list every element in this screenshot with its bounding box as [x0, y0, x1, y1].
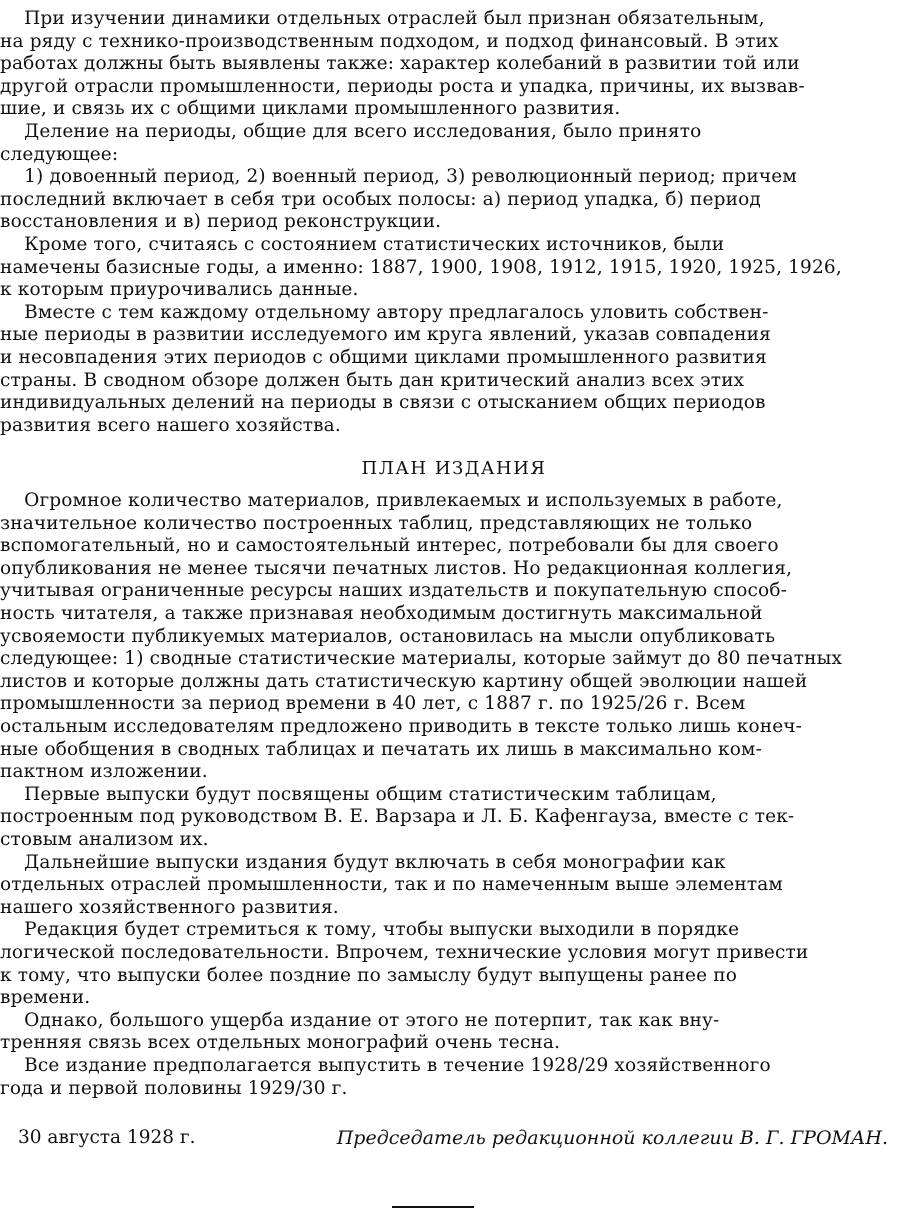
text-line: ность читателя, а также признавая необходимым достигнуть максимальной: [0, 603, 763, 624]
text-line: и несовпадения этих периодов с общими циклами промышленного развития: [0, 347, 767, 368]
text-line: индивидуальных делений на периоды в связи с отысканием общих периодов: [0, 392, 766, 414]
text-line: Первые выпуски будут посвящены общим статистическим таблицам,: [0, 783, 717, 805]
text-line: учитывая ограниченные ресурсы наших издательств и покупательную способ-: [0, 580, 788, 602]
text-line: Дальнейшие выпуски издания будут включать в себя монографии как: [0, 851, 726, 873]
text-line: следующее: 1) сводные статистические материалы, которые займут до 80 печатных: [0, 648, 843, 670]
text-line: При изучении динамики отдельных отраслей был признан обязательным,: [0, 8, 765, 29]
text-line: листов и которые должны дать статистическую картину общей эволюции нашей: [0, 670, 808, 692]
text-line: к тому, что выпуски более поздние по замыслу будут выпущены ранее по: [0, 964, 738, 986]
text-line: отдельных отраслей промышленности, так и по намеченным выше элементам: [0, 874, 783, 896]
text-line: работах должны быть выявлены также: характер колебаний в развитии той или: [0, 53, 800, 75]
text-line: восстановления и в) период реконструкции.: [0, 211, 442, 233]
text-line: построенным под руководством В. Е. Варзара и Л. Б. Кафенгауза, вместе с тек-: [0, 806, 795, 828]
text-line: развития всего нашего хозяйства.: [0, 414, 341, 436]
text-line: последний включает в себя три особых полосы: а) период упадка, б) период: [0, 188, 761, 210]
text-line: страны. В сводном обзоре должен быть дан критический анализ всех этих: [0, 369, 745, 391]
text-line: Огромное количество материалов, привлекаемых и используемых в работе,: [0, 490, 783, 511]
text-line: нашего хозяйственного развития.: [0, 896, 339, 918]
text-line: к которым приурочивались данные.: [0, 279, 359, 301]
text-line: намечены базисные годы, а именно: 1887, 1900, 1908, 1912, 1915, 1920, 1925, 1926,: [0, 256, 842, 278]
signature-line: Председатель редакционной коллегии В. Г. ГРОМАН.: [336, 1127, 888, 1149]
text-line: усвояемости публикуемых материалов, остановилась на мысли опубликовать: [0, 625, 776, 647]
text-line: тренняя связь всех отдельных монографий очень тесна.: [0, 1032, 561, 1054]
text-line: стовым анализом их.: [0, 829, 209, 850]
text-line: логической последовательности. Впрочем, технические условия могут привести: [0, 942, 809, 963]
text-line: времени.: [0, 987, 91, 1009]
text-line: шие, и связь их с общими циклами промышленного развития.: [0, 98, 621, 120]
text-line: Все издание предполагается выпустить в течение 1928/29 хозяйственного: [0, 1055, 771, 1076]
text-line: Редакция будет стремиться к тому, чтобы выпуски выходили в порядке: [0, 919, 740, 941]
section-heading: ПЛАН ИЗДАНИЯ: [361, 458, 547, 479]
text-line: следующее:: [0, 143, 119, 165]
text-line: Вместе с тем каждому отдельному автору предлагалось уловить собствен-: [0, 301, 769, 323]
text-line: промышленности за период времени в 40 лет, с 1887 г. по 1925/26 г. Всем: [0, 693, 746, 715]
text-line: опубликования не менее тысячи печатных листов. Но редакционная коллегия,: [0, 557, 793, 579]
text-line: пактном изложении.: [0, 761, 208, 783]
text-line: ные периоды в развитии исследуемого им круга явлений, указав совпадения: [0, 324, 771, 346]
text-line: 1) довоенный период, 2) военный период, 3) революционный период; причем: [0, 166, 797, 188]
text-line: Деление на периоды, общие для всего исследования, было принято: [0, 121, 702, 142]
text-line: значительное количество построенных таблиц, представляющих не только: [0, 512, 753, 534]
document-date: 30 августа 1928 г.: [18, 1127, 196, 1148]
text-line: ные обобщения в сводных таблицах и печатать их лишь в максимально ком-: [0, 738, 762, 760]
text-line: остальным исследователям предложено приводить в тексте только лишь конеч-: [0, 716, 803, 737]
text-line: на ряду с технико-производственным подходом, и подход финансовый. В этих: [0, 30, 779, 52]
text-line: вспомогательный, но и самостоятельный интерес, потребовали бы для своего: [0, 535, 779, 557]
text-line: Однако, большого ущерба издание от этого не потерпит, так как вну-: [0, 1009, 720, 1031]
text-line: Кроме того, считаясь с состоянием статистических источников, были: [0, 234, 725, 255]
text-line: другой отрасли промышленности, периоды роста и упадка, причины, их вызвав-: [0, 75, 805, 97]
text-line: года и первой половины 1929/30 г.: [0, 1077, 348, 1099]
closing-rule-divider: [392, 1206, 474, 1208]
